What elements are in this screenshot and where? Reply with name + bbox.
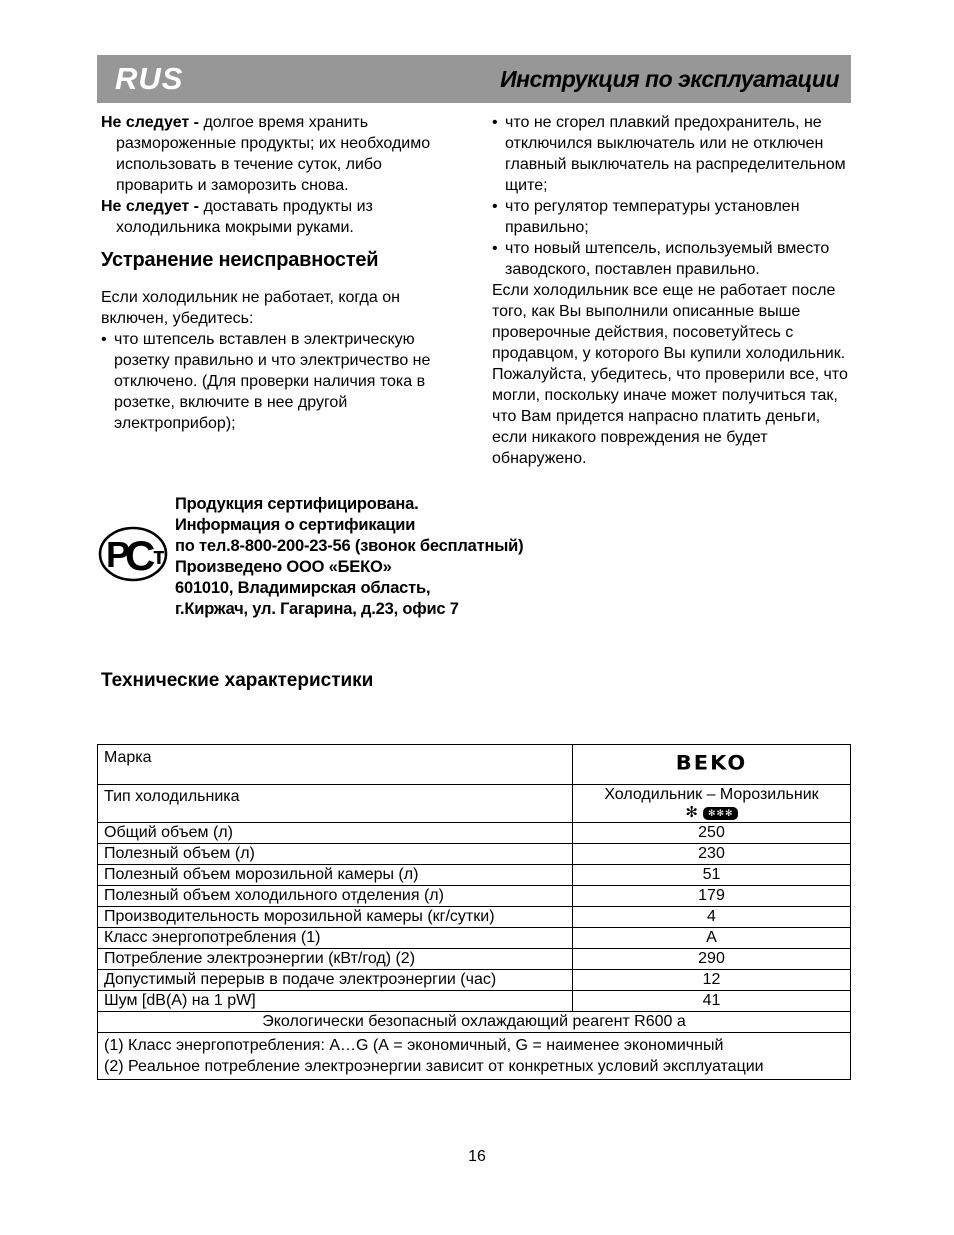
certification-line: Произведено ООО «БЕКО»: [175, 558, 392, 576]
refrigerant-note: Экологически безопасный охлаждающий реагент R600 a: [98, 1012, 851, 1033]
footnote: (1) Класс энергопотребления: А…G (А = экономичный, G = наименее экономичный: [104, 1037, 724, 1054]
rostest-certification-icon: [97, 524, 175, 591]
table-row: [98, 907, 851, 928]
table-row: [98, 865, 851, 886]
type-value: Холодильник – Морозильник: [604, 786, 819, 804]
spec-value: 51: [573, 865, 851, 886]
bullet-marker: •: [492, 114, 498, 131]
spec-label: Полезный объем (л): [98, 844, 573, 865]
certification-block: [175, 494, 523, 620]
type-label: Тип холодильника: [98, 785, 573, 823]
page-title: Инструкция по эксплуатации: [500, 65, 839, 92]
spec-value: 290: [573, 949, 851, 970]
bullet-text: что новый штепсель, используемый вместо заводского, поставлен правильно.: [505, 240, 830, 278]
left-column: [101, 112, 461, 434]
type-value-cell: [573, 785, 851, 823]
footnotes-cell: [98, 1033, 851, 1080]
troubleshooting-paragraph: Если холодильник все еще не работает после того, как Вы выполнили описанные выше проверочные действия, посоветуйтесь с продавцом, у которого Вы купили холодильник.: [492, 282, 846, 362]
table-row: [98, 970, 851, 991]
brand-value-cell: [573, 745, 851, 785]
certification-line: г.Киржач, ул. Гагарина, д.23, офис 7: [175, 600, 459, 618]
spec-value: 12: [573, 970, 851, 991]
table-row: [98, 991, 851, 1012]
header-bar: [97, 55, 851, 103]
spec-value: 41: [573, 991, 851, 1012]
warning-text: долгое время хранить размороженные продукты; их необходимо использовать в течение суток, либо проварить и заморозить снова.: [116, 114, 431, 194]
brand-label: Марка: [98, 745, 573, 785]
warning-text: доставать продукты из холодильника мокрыми руками.: [116, 198, 373, 236]
spec-label: Класс энергопотребления (1): [98, 928, 573, 949]
cert-letter-p: Р: [106, 534, 131, 575]
table-row: [98, 886, 851, 907]
spec-value: 230: [573, 844, 851, 865]
warning-lead: Не следует -: [101, 198, 204, 215]
spec-label: Общий объем (л): [98, 823, 573, 844]
certification-line: по тел.8-800-200-23-56 (звонок бесплатный): [175, 537, 524, 555]
freezer-star-icon: ✻: [685, 804, 698, 822]
table-row-footnotes: [98, 1033, 851, 1080]
troubleshooting-intro: Если холодильник не работает, когда он включен, убедитесь:: [101, 289, 400, 327]
page-number: 16: [468, 1148, 486, 1165]
spec-value: 179: [573, 886, 851, 907]
table-row-refrigerant: [98, 1012, 851, 1033]
bullet-marker: •: [492, 240, 498, 257]
spec-value: 4: [573, 907, 851, 928]
bullet-text: что штепсель вставлен в электрическую розетку правильно и что электричество не отключено. (Для проверки наличия тока в розетке, включите в нее другой электроприбор);: [114, 331, 431, 432]
spec-label: Допустимый перерыв в подаче электроэнергии (час): [98, 970, 573, 991]
table-row-type: [98, 785, 851, 823]
cert-letter-c: С: [125, 532, 156, 579]
certification-line: 601010, Владимирская область,: [175, 579, 431, 597]
spec-label: Полезный объем холодильного отделения (л): [98, 886, 573, 907]
certification-line: Продукция сертифицирована.: [175, 495, 419, 513]
spec-value: А: [573, 928, 851, 949]
troubleshooting-bullet: [492, 238, 858, 280]
table-row: [98, 844, 851, 865]
troubleshooting-heading: Устранение неисправностей: [101, 249, 379, 271]
specs-table: [97, 744, 851, 1080]
spec-label: Полезный объем морозильной камеры (л): [98, 865, 573, 886]
right-column: [492, 112, 858, 469]
table-row: [98, 823, 851, 844]
specs-heading: Технические характеристики: [101, 670, 374, 691]
spec-label: Производительность морозильной камеры (кг/сутки): [98, 907, 573, 928]
troubleshooting-paragraph: Пожалуйста, убедитесь, что проверили все, что могли, поскольку иначе может получиться так, что Вам придется напрасно платить деньги, если никакого повреждения не будет обнаружено.: [492, 366, 848, 467]
troubleshooting-bullet: [492, 196, 858, 238]
table-row: [98, 928, 851, 949]
spec-value: 250: [573, 823, 851, 844]
bullet-marker: •: [101, 331, 107, 348]
bullet-marker: •: [492, 198, 498, 215]
certification-line: Информация о сертификации: [175, 516, 416, 534]
bullet-text: что регулятор температуры установлен правильно;: [505, 198, 800, 236]
warning-paragraph: [101, 196, 461, 238]
table-row: [98, 949, 851, 970]
cert-letter-t: т: [153, 543, 165, 570]
troubleshooting-bullet: [492, 112, 858, 196]
freezer-rating: [579, 805, 844, 821]
spec-label: Потребление электроэнергии (кВт/год) (2): [98, 949, 573, 970]
beko-logo: BEKO: [675, 751, 748, 775]
spec-label: Шум [dB(A) на 1 pW]: [98, 991, 573, 1012]
language-code: RUS: [115, 61, 184, 96]
warning-lead: Не следует -: [101, 114, 204, 131]
warning-paragraph: [101, 112, 461, 196]
bullet-text: что не сгорел плавкий предохранитель, не отключился выключатель или не отключен главный выключатель на распределительном щите;: [505, 114, 846, 194]
table-row-brand: [98, 745, 851, 785]
troubleshooting-bullet: [101, 329, 461, 434]
footnote: (2) Реальное потребление электроэнергии зависит от конкретных условий эксплуатации: [104, 1058, 764, 1075]
freezer-star-box-icon: ✻✻✻: [703, 807, 738, 820]
